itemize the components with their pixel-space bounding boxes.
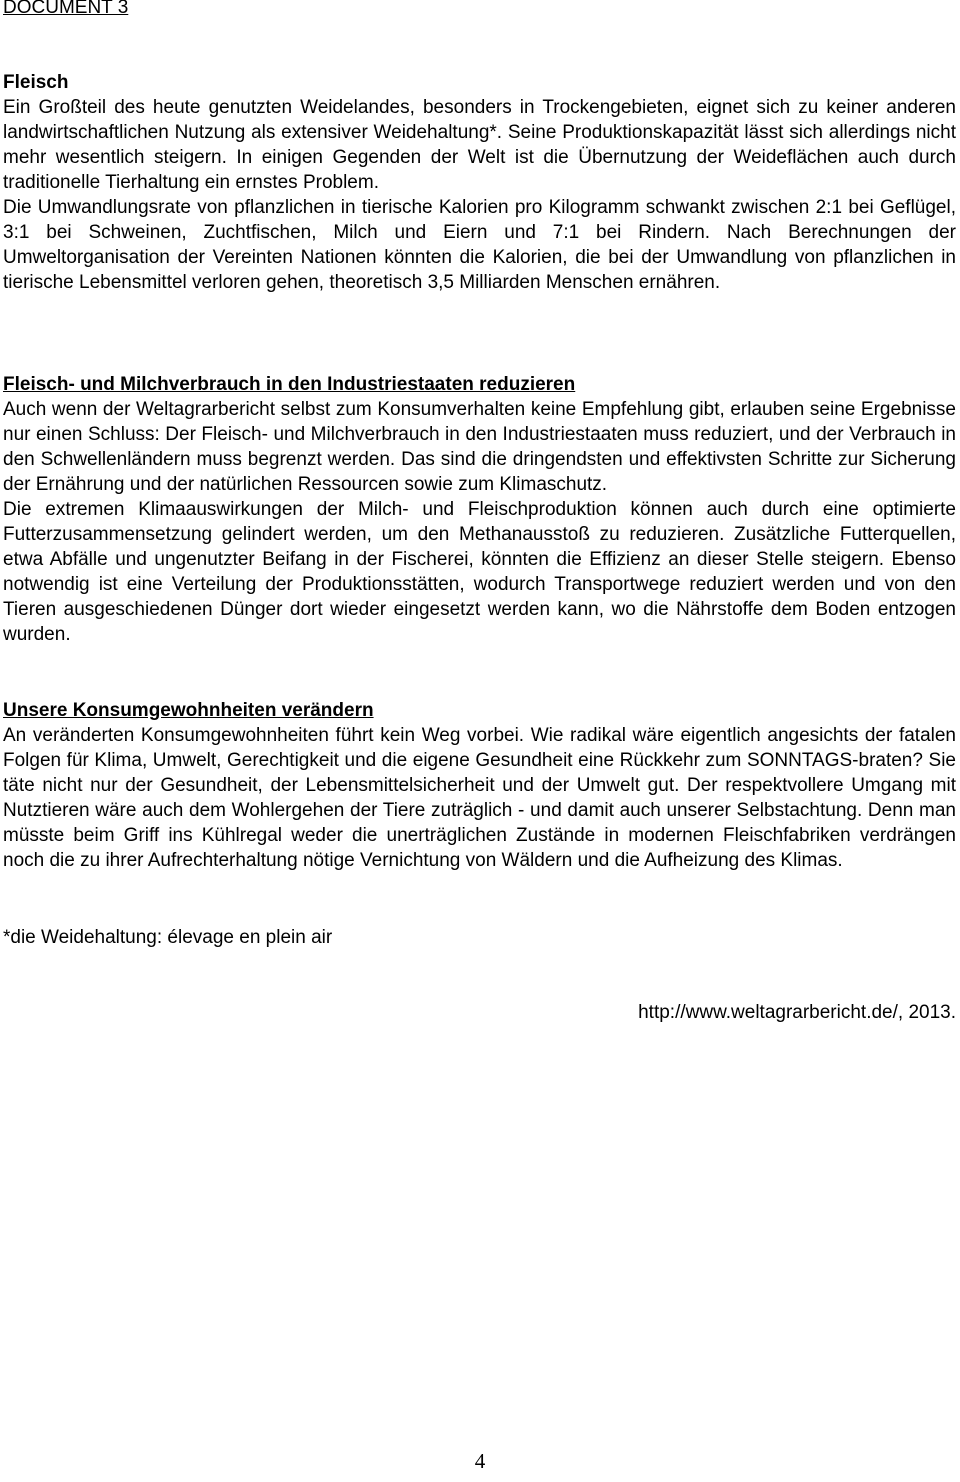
paragraph: Die Umwandlungsrate von pflanzlichen in tierische Kalorien pro Kilogramm schwankt zwischen 2:1 bei Geflügel, 3:1 bei Schweinen, Zuchtfischen, Milch und Eiern und 7:1 bei Rindern. Nach Berechnungen der Umweltorganisation der Vereinten Nationen könnten die Kalorien, die bei der Umwandlung von pflanzlichen in tierische Lebensmittel verloren gehen, theoretisch 3,5 Milliarden Menschen ernähren. bbox=[3, 197, 956, 293]
paragraph: An veränderten Konsumgewohnheiten führt kein Weg vorbei. Wie radikal wäre eigentlich angesichts der fatalen Folgen für Klima, Umwelt, Gerechtigkeit und die eigene Gesundheit eine Rückkehr zum SONNTAGS-braten? Sie täte nicht nur der Gesundheit, der Lebensmittelsicherheit und der Umwelt gut. Der respektvollere Umgang mit Nutztieren wäre auch dem Wohlergehen der Tiere zuträglich - und damit auch unserer Selbstachtung. Denn man müsste beim Griff ins Kühlregal weder die unerträglichen Zustände in modernen Fleischfabriken verdrängen noch die zu ihrer Aufrechterhaltung nötige Vernichtung von Wäldern und die Aufheizung des Klimas. bbox=[3, 725, 956, 871]
section-heading: Unsere Konsumgewohnheiten verändern bbox=[3, 700, 374, 721]
section-milchverbrauch bbox=[3, 372, 956, 647]
section-fleisch bbox=[3, 70, 956, 295]
footnote: *die Weidehaltung: élevage en plein air bbox=[3, 927, 333, 948]
paragraph: Die extremen Klimaauswirkungen der Milch- und Fleischproduktion können auch durch eine optimierte Futterzusammensetzung gelindert werden, um den Methanausstoß zu reduzieren. Zusätzliche Futterquellen, etwa Abfälle und ungenutzter Beifang in der Fischerei, könnten die Effizienz an dieser Stelle steigern. Ebenso notwendig ist eine Verteilung der Produktionsstätten, wodurch Transportwege reduziert werden und von den Tieren ausgeschiedenen Dünger dort wieder eingesetzt werden kann, wo die Nährstoffe dem Boden entzogen wurden. bbox=[3, 499, 956, 645]
document-label: DOCUMENT 3 bbox=[3, 0, 129, 18]
page-number: 4 bbox=[474, 1449, 486, 1473]
section-konsumgewohnheiten bbox=[3, 698, 956, 873]
paragraph: Auch wenn der Weltagrarbericht selbst zum Konsumverhalten keine Empfehlung gibt, erlauben seine Ergebnisse nur einen Schluss: Der Fleisch- und Milchverbrauch in den Industriestaaten muss reduziert, und der Verbrauch in den Schwellenländern muss begrenzt werden. Das sind die dringendsten und effektivsten Schritte zur Sicherung der Ernährung und der natürlichen Ressourcen sowie zum Klimaschutz. bbox=[3, 399, 956, 495]
section-heading: Fleisch bbox=[3, 72, 69, 93]
paragraph: Ein Großteil des heute genutzten Weidelandes, besonders in Trockengebieten, eignet sich zu keiner anderen landwirtschaftlichen Nutzung als extensiver Weidehaltung*. Seine Produktionskapazität lässt sich allerdings nicht mehr wesentlich steigern. In einigen Gegenden der Welt ist die Übernutzung der Weideflächen auch durch traditionelle Tierhaltung ein ernstes Problem. bbox=[3, 97, 956, 193]
section-heading: Fleisch- und Milchverbrauch in den Industriestaaten reduzieren bbox=[3, 374, 576, 395]
source-citation: http://www.weltagrarbericht.de/, 2013. bbox=[638, 1002, 956, 1023]
